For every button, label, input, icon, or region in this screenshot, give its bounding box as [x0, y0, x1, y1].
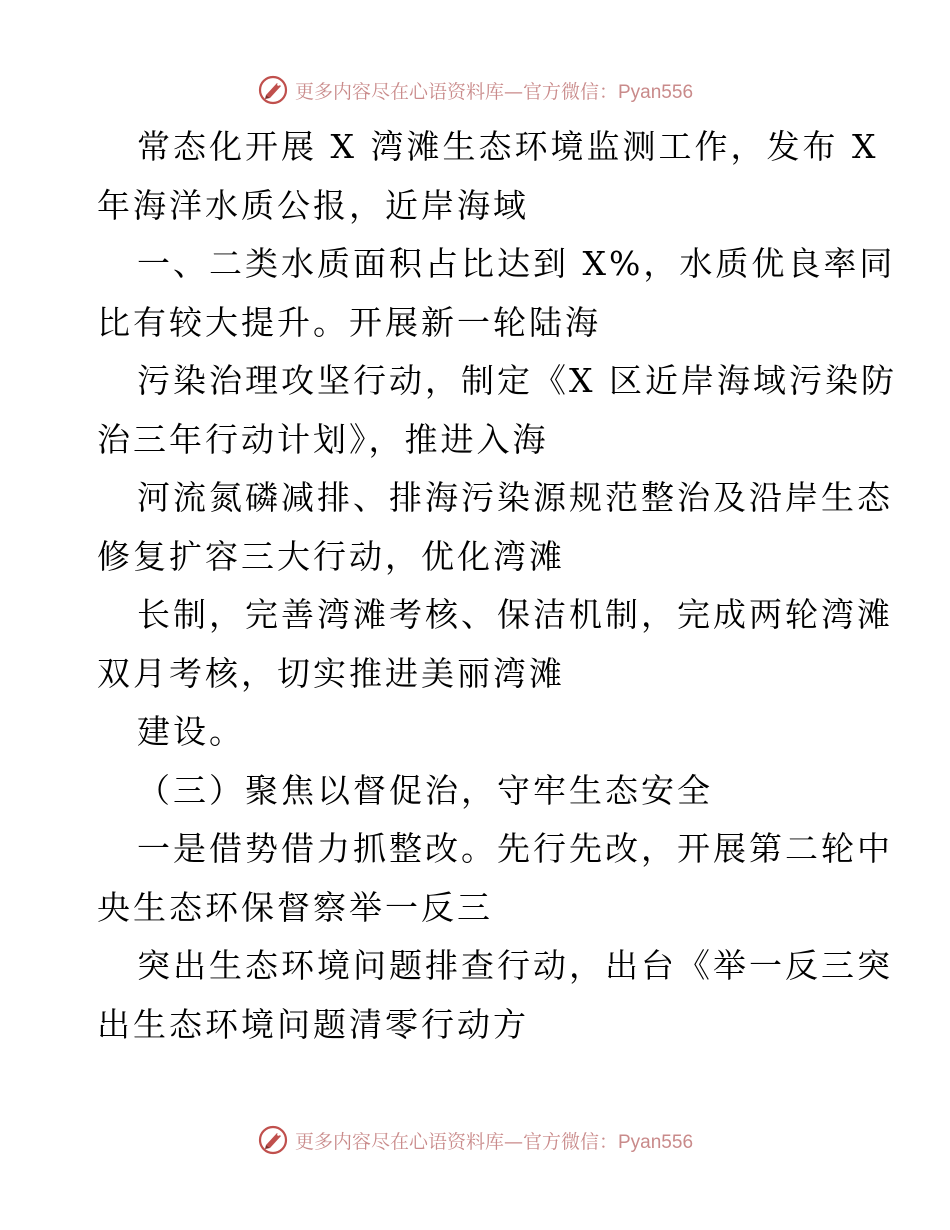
watermark-wechat-label: 官方微信： [522, 1130, 618, 1153]
watermark-wechat-id: Pyan556 [618, 1131, 694, 1153]
watermark-wechat-id: Pyan556 [618, 81, 694, 103]
body-line: 一是借势借力抓整改。先行先改，开展第二轮中 [137, 829, 893, 868]
watermark-separator: — [503, 80, 523, 103]
body-line: 建设。 [137, 712, 245, 751]
body-line: 突出生态环境问题排查行动，出台《举一反三突 [137, 946, 893, 985]
body-line: 比有较大提升。开展新一轮陆海 [97, 302, 601, 342]
watermark-separator: — [503, 1130, 523, 1153]
body-line: 常态化开展 X 湾滩生态环境监测工作，发布 X [137, 127, 879, 166]
body-line: 央生态环保督察举一反三 [97, 887, 493, 927]
body-line: 年海洋水质公报，近岸海域 [97, 185, 529, 225]
body-line: 河流氮磷减排、排海污染源规范整治及沿岸生态 [137, 478, 893, 517]
body-line: 治三年行动计划》，推进入海 [97, 419, 549, 459]
pen-circle-logo-icon [257, 74, 289, 106]
body-line: 出生态环境问题清零行动方 [97, 1004, 529, 1044]
body-line: 一、二类水质面积占比达到 X%，水质优良率同 [137, 244, 896, 283]
body-line: 污染治理攻坚行动，制定《X 区近岸海域污染防 [137, 361, 897, 400]
header-watermark-banner [0, 70, 950, 110]
body-line: 双月考核，切实推进美丽湾滩 [97, 653, 565, 693]
pen-circle-logo-icon [257, 1124, 289, 1156]
footer-watermark-banner [0, 1120, 950, 1160]
section-heading: （三）聚焦以督促治，守牢生态安全 [137, 770, 713, 810]
watermark-brand-text: 更多内容尽在心语资料库 [294, 1130, 504, 1153]
watermark-wechat-label: 官方微信： [522, 80, 618, 103]
watermark-brand-text: 更多内容尽在心语资料库 [294, 80, 504, 103]
body-line: 长制，完善湾滩考核、保洁机制，完成两轮湾滩 [137, 595, 893, 634]
body-line: 修复扩容三大行动，优化湾滩 [97, 536, 565, 576]
document-body [97, 118, 897, 1054]
